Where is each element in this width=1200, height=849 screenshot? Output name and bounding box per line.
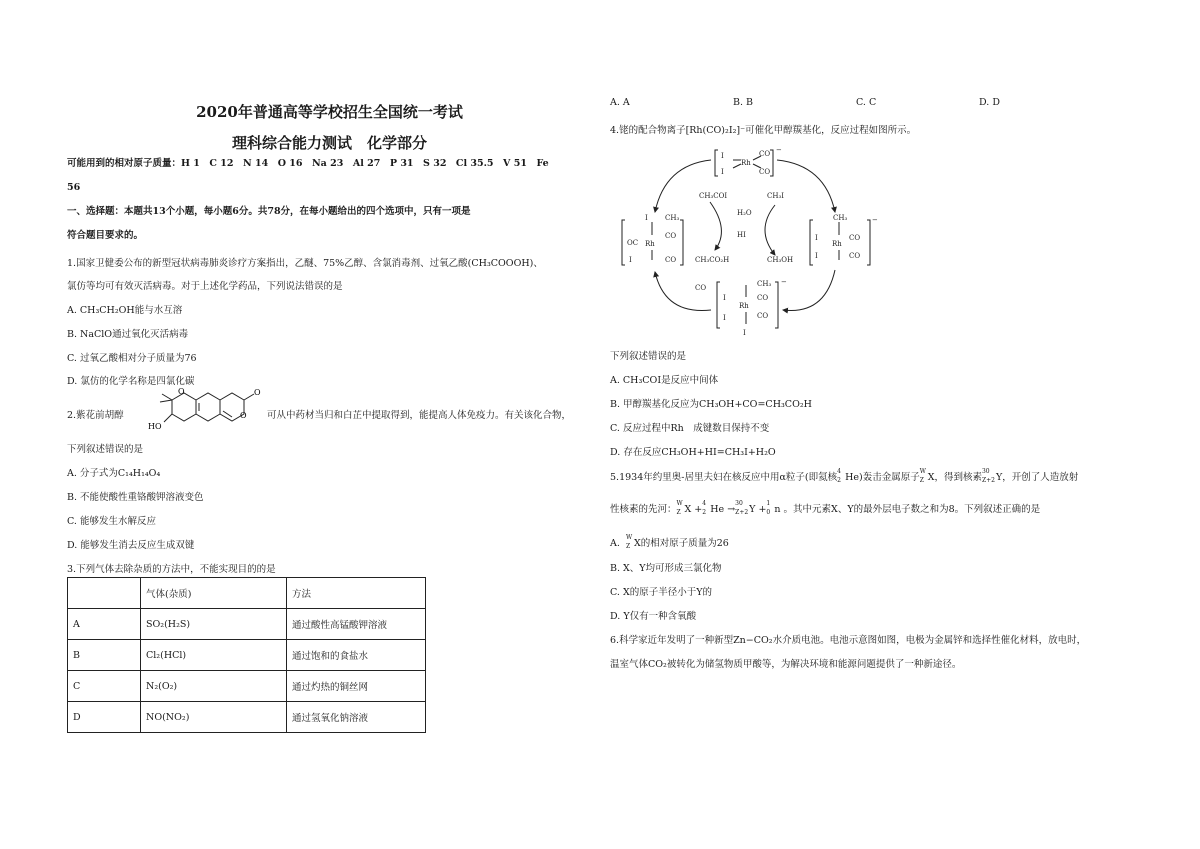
species-ch3co2h: CH₃CO₂H — [695, 256, 730, 264]
rh-left-i-top: I — [645, 214, 648, 222]
q4-option-a: A. CH₃COI是反应中间体 — [610, 375, 719, 386]
q5-option-b: B. X、Y均可形成三氯化物 — [610, 563, 722, 574]
q2-ring-oxygen: O — [178, 387, 185, 396]
iso-he-mass: 4 — [837, 468, 841, 475]
table-cell: Cl₂(HCl) — [141, 640, 287, 671]
q1-stem-line2: 氯仿等均可有效灭活病毒。对于上述化学药品，下列说法错误的是 — [67, 281, 343, 292]
iso-x-mass: W — [676, 500, 683, 507]
table-cell: N₂(O₂) — [141, 671, 287, 702]
q5-option-a-text: X的相对原子质量为26 — [633, 538, 729, 549]
rh-left-co1: CO — [665, 232, 677, 240]
rh-right-co2: CO — [849, 252, 861, 260]
q1-option-d: D. 氯仿的化学名称是四氯化碳 — [67, 376, 195, 387]
rh-bot-co1: CO — [757, 294, 769, 302]
iso-n-number: 0 — [766, 509, 771, 516]
q5-text: X，得到核素 — [927, 472, 982, 483]
q4-option-c: C. 反应过程中Rh 成键数目保持不变 — [610, 423, 770, 434]
iso-he — [702, 500, 710, 516]
iso-y-mass: 30 — [735, 500, 743, 507]
table-row — [68, 640, 426, 671]
table-cell: C — [68, 671, 141, 702]
q1-option-a: A. CH₃CH₂OH能与水互溶 — [67, 305, 183, 316]
q2-hydroxyl-label: HO — [148, 422, 162, 431]
rh-bot-i2: I — [723, 314, 726, 322]
q1-option-c: C. 过氧乙酸相对分子质量为76 — [67, 353, 197, 364]
table-row — [68, 609, 426, 640]
iso-he-number: 2 — [837, 477, 841, 484]
rh-right-rh: Rh — [832, 240, 842, 248]
table-row — [68, 671, 426, 702]
q6-stem-line1: 6.科学家近年发明了一种新型Zn−CO₂水介质电池。电池示意图如图，电极为金属锌和选择性催化材料，放电时， — [610, 635, 1087, 646]
q5-text: He)轰击金属原子 — [845, 472, 920, 483]
table-header-cell: 方法 — [287, 578, 426, 609]
iso-y-number: Z+2 — [735, 509, 749, 516]
rh-top-co2: CO — [759, 168, 771, 176]
q5-text: n 。其中元素X、Y的最外层电子数之和为8。下列叙述正确的是 — [774, 504, 1041, 515]
exam-title: 2020年普通高等学校招生全国统一考试 — [196, 103, 463, 121]
iso-x-mass: W — [919, 468, 926, 475]
atomic-masses-line2: 56 — [67, 182, 81, 193]
iso-x-number: Z — [676, 509, 681, 516]
iso-y — [981, 468, 996, 484]
q5-text: He → — [710, 504, 736, 515]
q2-stem-suffix: 可从中药材当归和白芷中提取得到，能提高人体免疫力。有关该化合物， — [267, 410, 572, 421]
rh-top-rh: Rh — [741, 159, 751, 167]
atomic-masses-line1: 可能用到的相对原子质量：H 1 C 12 N 14 O 16 Na 23 Al 27 P 31 S 32 Cl 35.5 V 51 Fe — [67, 158, 549, 169]
iso-he-mass: 4 — [702, 500, 707, 507]
q3-stem: 3.下列气体去除杂质的方法中，不能实现目的的是 — [67, 564, 276, 575]
table-cell: B — [68, 640, 141, 671]
rh-left-oc: OC — [627, 239, 639, 247]
q5-option-a-prefix: A. — [610, 538, 620, 549]
iso-he — [837, 468, 845, 484]
q2-stem-prefix: 2.紫花前胡醇 — [67, 410, 124, 421]
q6-stem-line2: 温室气体CO₂被转化为储氢物质甲酸等，为解决环境和能源问题提供了一种新途径。 — [610, 659, 962, 670]
table-header-cell: 气体(杂质) — [141, 578, 287, 609]
iso-n — [766, 500, 774, 516]
q4-option-b: B. 甲醇羰基化反应为CH₃OH+CO=CH₃CO₂H — [610, 399, 812, 410]
section1-heading-line1: 一、选择题：本题共13个小题，每小题6分。共78分，在每小题给出的四个选项中，只有一项是 — [67, 206, 471, 217]
q4-stem: 4.铑的配合物离子[Rh(CO)₂I₂]⁻可催化甲醇羰基化，反应过程如图所示。 — [610, 125, 917, 136]
iso-y-number: Z+2 — [981, 477, 995, 484]
iso-x — [919, 468, 928, 484]
rh-bot-i3: I — [743, 329, 746, 337]
species-ch3i: CH₃I — [767, 192, 785, 200]
table-cell: SO₂(H₂S) — [141, 609, 287, 640]
q2-lactone-oxygen: O — [240, 411, 247, 420]
table-cell: 通过酸性高锰酸钾溶液 — [287, 609, 426, 640]
q4-option-d: D. 存在反应CH₃OH+HI=CH₃I+H₂O — [610, 447, 776, 458]
rh-bot-charge: − — [781, 278, 787, 286]
q2-option-b: B. 不能使酸性重铬酸钾溶液变色 — [67, 492, 204, 503]
q3-table — [67, 577, 426, 733]
iso-y-mass: 30 — [981, 468, 990, 475]
q5-text: Y，开创了人造放射 — [995, 472, 1079, 483]
q5-option-d: D. Y仅有一种含氧酸 — [610, 611, 697, 622]
rh-right-co1: CO — [849, 234, 861, 242]
q2-option-a: A. 分子式为C₁₄H₁₄O₄ — [67, 468, 161, 479]
rh-bot-ch3: CH₃ — [757, 280, 772, 288]
species-ch3oh: CH₃OH — [767, 256, 794, 264]
q5-option-c: C. X的原子半径小于Y的 — [610, 587, 713, 598]
q2-structure-diagram — [142, 380, 267, 435]
q5-stem-line1 — [610, 469, 1078, 483]
iso-x-number: Z — [625, 543, 631, 550]
rh-left-i-bot: I — [629, 256, 632, 264]
q2-option-d: D. 能够发生消去反应生成双键 — [67, 540, 195, 551]
rh-top-i1: I — [721, 152, 724, 160]
q5-option-a — [610, 535, 729, 549]
q3-option-c: C. C — [856, 97, 877, 108]
table-cell: NO(NO₂) — [141, 702, 287, 733]
rh-left-ch3: CH₃ — [665, 214, 680, 222]
q2-option-c: C. 能够发生水解反应 — [67, 516, 156, 527]
table-cell: A — [68, 609, 141, 640]
table-cell: 通过灼热的铜丝网 — [287, 671, 426, 702]
rh-top-i2: I — [721, 168, 724, 176]
iso-he-number: 2 — [702, 509, 707, 516]
rh-bot-i1: I — [723, 294, 726, 302]
q4-catalytic-cycle-diagram — [615, 140, 885, 340]
iso-n-mass: 1 — [766, 500, 771, 507]
rh-right-charge: − — [872, 216, 878, 224]
iso-x — [625, 534, 634, 550]
rh-top-co1: CO — [759, 150, 771, 158]
q1-stem-line1: 1.国家卫健委公布的新型冠状病毒肺炎诊疗方案指出，乙醚、75%乙醇、含氯消毒剂、过氧乙酸(CH₃COOOH)、 — [67, 258, 543, 269]
iso-y — [735, 500, 749, 516]
q5-text: Y + — [749, 504, 767, 515]
q3-option-d: D. D — [979, 97, 1000, 108]
species-ch3coi: CH₃COI — [699, 192, 728, 200]
q4-question: 下列叙述错误的是 — [610, 351, 687, 362]
q3-option-a: A. A — [610, 97, 630, 108]
iso-x — [676, 500, 685, 516]
table-header-row — [68, 578, 426, 609]
q5-text: 5.1934年约里奥-居里夫妇在核反应中用α粒子(即氦核 — [610, 472, 838, 483]
rh-top-charge: − — [776, 146, 782, 154]
iso-x-number: Z — [919, 477, 924, 484]
table-cell: D — [68, 702, 141, 733]
table-header-cell — [68, 578, 141, 609]
table-cell: 通过氢氧化钠溶液 — [287, 702, 426, 733]
q5-text: X + — [684, 504, 703, 515]
section1-heading-line2: 符合题目要求的。 — [67, 230, 144, 241]
rh-right-i2: I — [815, 252, 818, 260]
species-co-in: CO — [695, 284, 707, 292]
exam-subtitle: 理科综合能力测试 化学部分 — [231, 134, 427, 152]
rh-right-i1: I — [815, 234, 818, 242]
table-cell: 通过饱和的食盐水 — [287, 640, 426, 671]
species-hi: HI — [737, 231, 746, 239]
rh-bot-co2: CO — [757, 312, 769, 320]
rh-right-ch3: CH₃ — [833, 214, 848, 222]
q5-text: 性核素的先河： — [610, 504, 677, 515]
q2-stem-line2: 下列叙述错误的是 — [67, 444, 144, 455]
rh-left-rh: Rh — [645, 240, 655, 248]
q2-ketone-oxygen: O — [254, 388, 261, 397]
q1-option-b: B. NaClO通过氧化灭活病毒 — [67, 329, 189, 340]
q3-option-b: B. B — [733, 97, 754, 108]
q5-stem-line2 — [610, 501, 1040, 515]
iso-x-mass: W — [625, 534, 633, 541]
rh-left-co2: CO — [665, 256, 677, 264]
species-h2o: H₂O — [737, 209, 752, 217]
table-row — [68, 702, 426, 733]
rh-bot-rh: Rh — [739, 302, 749, 310]
